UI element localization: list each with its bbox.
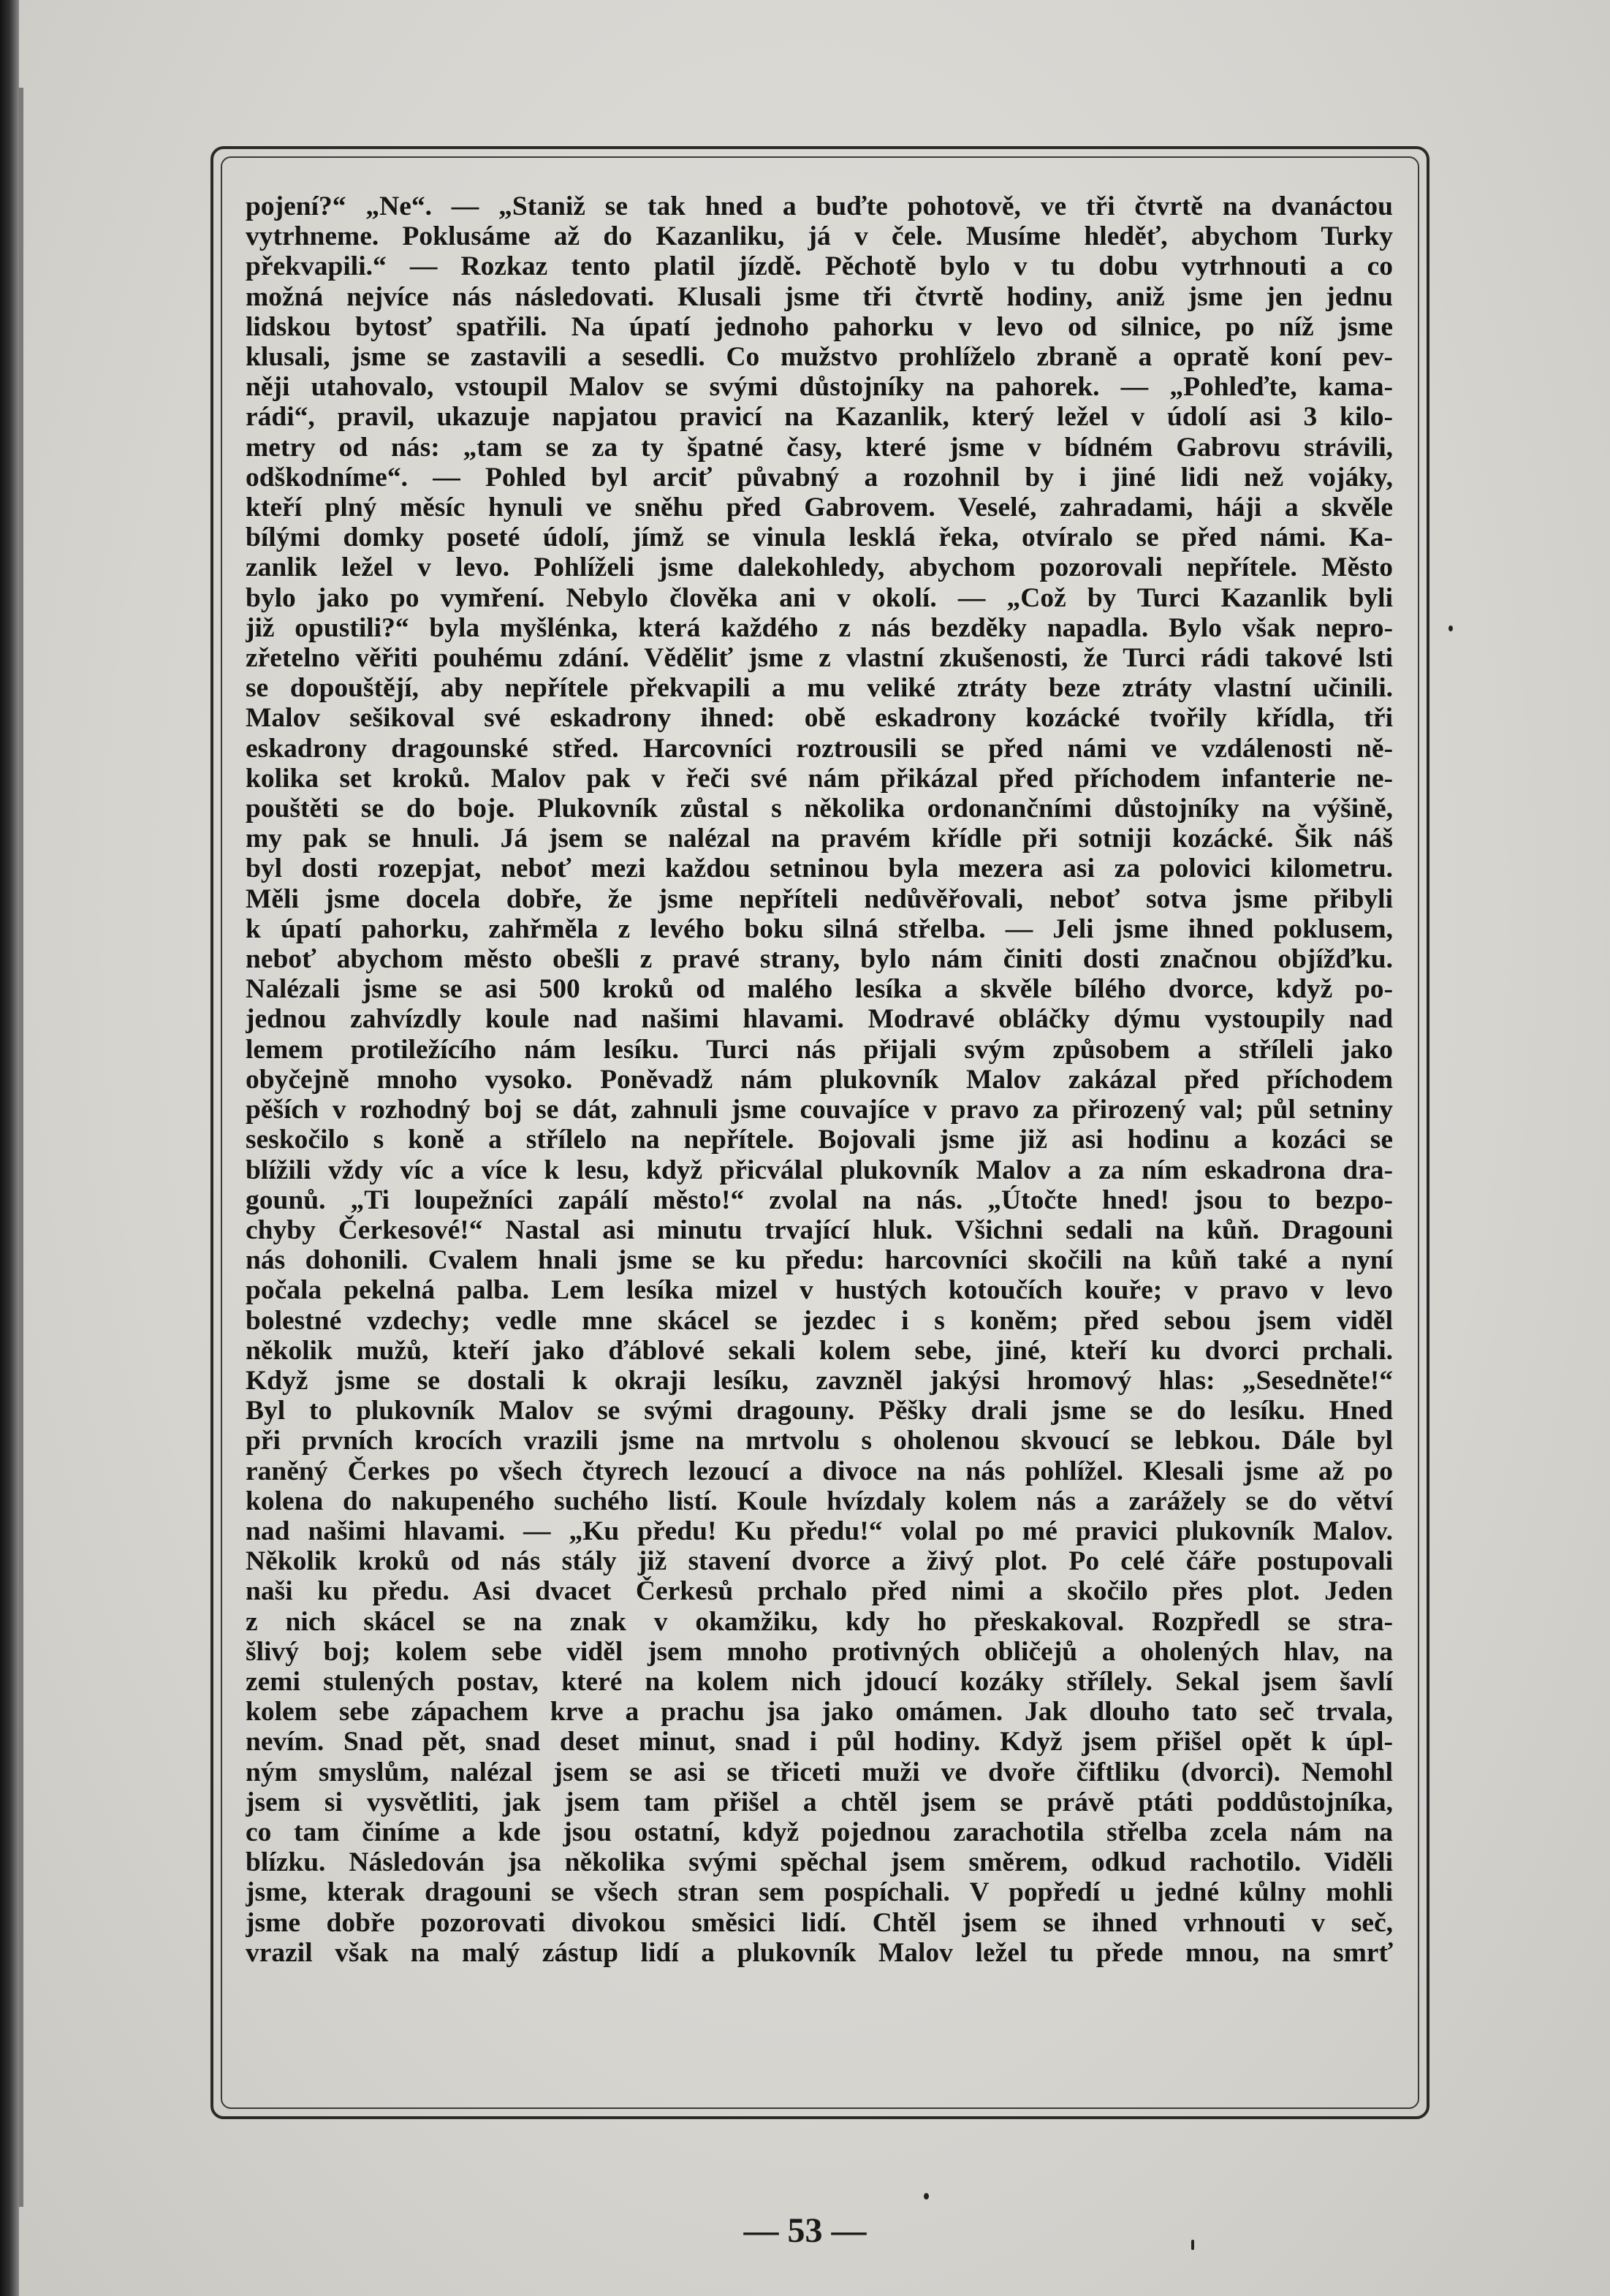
text-line: odškodníme“. — Pohled byl arciť půvabný a rozohnil by i jiné lidi než vojáky, [246,462,1393,493]
text-line: Několik kroků od nás stály již stavení dvorce a živý plot. Po celé čáře postupovali [246,1546,1393,1577]
text-line: pojení?“ „Ne“. — „Staniž se tak hned a buďte pohotově, ve tři čtvrtě na dvanáctou [246,191,1393,221]
text-line: jsme dobře pozorovati divokou směsici lidí. Chtěl jsem se ihned vrhnouti v seč, [246,1907,1393,1938]
text-line: počala pekelná palba. Lem lesíka mizel v hustých kotoučích kouře; v pravo v levo [246,1275,1393,1306]
text-line: nad našimi hlavami. — „Ku předu! Ku předu!“ volal po mé pravici plukovník Malov. [246,1516,1393,1546]
text-line: blízku. Následován jsa několika svými spěchal jsem směrem, odkud rachotilo. Viděli [246,1847,1393,1878]
text-line: metry od nás: „tam se za ty špatné časy, které jsme v bídném Gabrovu strávili, [246,432,1393,463]
page-number: — 53 — [743,2211,867,2250]
text-line: jsem si vysvětliti, jak jsem tam přišel a chtěl jsem se právě ptáti poddůstojníka, [246,1787,1393,1817]
text-line: gounů. „Ti loupežníci zapálí město!“ zvolal na nás. „Útočte hned! jsou to bezpo- [246,1185,1393,1215]
text-line: naši ku předu. Asi dvacet Čerkesů prchalo před nimi a skočilo přes plot. Jeden [246,1576,1393,1607]
text-line: k úpatí pahorku, zahřměla z levého boku silná střelba. — Jeli jsme ihned poklusem, [246,913,1393,944]
text-line: kolem sebe zápachem krve a prachu jsa jako omámen. Jak dlouho tato seč trvala, [246,1697,1393,1727]
text-line: bolestné vzdechy; vedle mne skácel se jezdec i s koněm; před sebou jsem viděl [246,1305,1393,1336]
text-line: bylo jako po vymření. Nebylo člověka ani v okolí. — „Což by Turci Kazanlik byli [246,582,1393,613]
text-line: jednou zahvízdly koule nad našimi hlavami. Modravé obláčky dýmu vystoupily nad [246,1004,1393,1035]
text-line: se dopouštějí, aby nepřítele překvapili a mu veliké ztráty beze ztráty vlastní učinili. [246,673,1393,704]
text-line: raněný Čerkes po všech čtyrech lezoucí a divoce na nás pohlížel. Klesali jsme až po [246,1456,1393,1486]
text-line: vytrhneme. Poklusáme až do Kazanliku, já v čele. Musíme hleděť, abychom Turky [246,221,1393,252]
text-line: kolika set kroků. Malov pak v řeči své nám přikázal před příchodem infanterie ne- [246,763,1393,794]
text-line: kteří plný měsíc hynuli ve sněhu před Gabrovem. Veselé, zahradami, háji a skvěle [246,493,1393,523]
text-line: lidskou bytosť spatřili. Na úpatí jednoho pahorku v levo od silnice, po níž jsme [246,311,1393,342]
text-line: lemem protiležícího nám lesíku. Turci nás přijali svým způsobem a stříleli jako [246,1034,1393,1065]
text-line: nevím. Snad pět, snad deset minut, snad i půl hodiny. Když jsem přišel opět k úpl- [246,1727,1393,1757]
ink-speck [924,2193,929,2200]
ink-speck [1191,2240,1194,2250]
text-line: již opustili?“ byla myšlénka, která každého z nás bezděky napadla. Bylo však nepro- [246,612,1393,643]
text-line: klusali, jsme se zastavili a sesedli. Co mužstvo prohlíželo zbraně a opratě koní pev- [246,342,1393,373]
text-line: zemi stulených postav, které na kolem nich jdoucí kozáky střílely. Sekal jsem šavlí [246,1666,1393,1697]
text-line: Nalézali jsme se asi 500 kroků od malého lesíka a skvěle bílého dvorce, když po- [246,974,1393,1005]
text-line: co tam činíme a kde jsou ostatní, když pojednou zarachotila střelba zcela nám na [246,1817,1393,1847]
text-line: Když jsme se dostali k okraji lesíku, zavzněl jakýsi hromový hlas: „Sesedněte!“ [246,1365,1393,1396]
text-line: Malov sešikoval své eskadrony ihned: obě eskadrony kozácké tvořily křídla, tři [246,703,1393,734]
text-line: eskadrony dragounské střed. Harcovníci roztrousili se před námi ve vzdálenosti ně- [246,733,1393,764]
text-line: vrazil však na malý zástup lidí a plukovník Malov ležel tu přede mnou, na smrť [246,1937,1393,1968]
text-line: něji utahovalo, vstoupil Malov se svými důstojníky na pahorek. — „Pohleďte, kama- [246,372,1393,403]
text-line: překvapili.“ — Rozkaz tento platil jízdě. Pěchotě bylo v tu dobu vytrhnouti a co [246,251,1393,282]
text-line: několik mužů, kteří jako ďáblové sekali kolem sebe, jiné, kteří ku dvorci prchali. [246,1335,1393,1366]
text-line: rádi“, pravil, ukazuje napjatou pravicí na Kazanlik, který ležel v údolí asi 3 kilo- [246,402,1393,433]
text-line: z nich skácel se na znak v okamžiku, kdy ho přeskakoval. Rozpředl se stra- [246,1606,1393,1637]
page-left-edge-shadow [0,0,19,2296]
text-line: pěších v rozhodný boj se dát, zahnuli jsme couvajíce v pravo za přirozený val; půl setniny [246,1095,1393,1125]
page-left-edge-line [19,88,23,2207]
text-line: Byl to plukovník Malov se svými dragouny. Pěšky drali jsme se do lesíku. Hned [246,1396,1393,1426]
text-line: pouštěti se do boje. Plukovník zůstal s několika ordonančními důstojníky na výšině, [246,794,1393,824]
text-line: při prvních krocích vrazili jsme na mrtvolu s oholenou skvoucí se lebkou. Dále byl [246,1426,1393,1456]
text-line: zřetelno věřiti pouhému zdání. Věděliť jsme z vlastní zkušenosti, že Turci rádi takové lsti [246,643,1393,674]
ink-speck [1448,626,1453,631]
body-text [246,191,1393,1968]
text-line: ným smyslům, nalézal jsem se asi se třiceti muži ve dvoře čiftliku (dvorci). Nemohl [246,1757,1393,1787]
text-line: nás dohonili. Cvalem hnali jsme se ku předu: harcovníci skočili na kůň také a nyní [246,1245,1393,1276]
text-line: blížili vždy víc a více k lesu, když přicválal plukovník Malov a za ním eskadrona dra- [246,1155,1393,1185]
text-line: neboť abychom město obešli z pravé strany, bylo nám činiti dosti značnou objížďku. [246,944,1393,975]
text-line: my pak se hnuli. Já jsem se nalézal na pravém křídle při sotniji kozácké. Šik náš [246,824,1393,854]
text-line: byl dosti rozepjat, neboť mezi každou setninou byla mezera asi za polovici kilometru. [246,854,1393,884]
text-line: jsme, kterak dragouni se všech stran sem pospíchali. V popředí u jedné kůlny mohli [246,1877,1393,1908]
text-line: chyby Čerkesové!“ Nastal asi minutu trvající hluk. Všichni sedali na kůň. Dragouni [246,1214,1393,1245]
text-line: možná nejvíce nás následovati. Klusali jsme tři čtvrtě hodiny, aniž jsme jen jednu [246,281,1393,312]
text-line: kolena do nakupeného suchého listí. Koule hvízdaly kolem nás a zarážely se do větví [246,1486,1393,1516]
text-line: obyčejně mnoho vysoko. Poněvadž nám plukovník Malov zakázal před příchodem [246,1064,1393,1095]
text-line: zanlik ležel v levo. Pohlíželi jsme dalekohledy, abychom pozorovali nepřítele. Město [246,552,1393,583]
text-line: Měli jsme docela dobře, že jsme nepříteli nedůvěřovali, neboť sotva jsme přibyli [246,883,1393,914]
text-line: seskočilo s koně a střílelo na nepřítele. Bojovali jsme již asi hodinu a kozáci se [246,1125,1393,1155]
text-line: šlivý boj; kolem sebe viděl jsem mnoho protivných obličejů a oholených hlav, na [246,1636,1393,1667]
text-line: bílými domky poseté údolí, jímž se vinula lesklá řeka, otvíralo se před námi. Ka- [246,522,1393,553]
